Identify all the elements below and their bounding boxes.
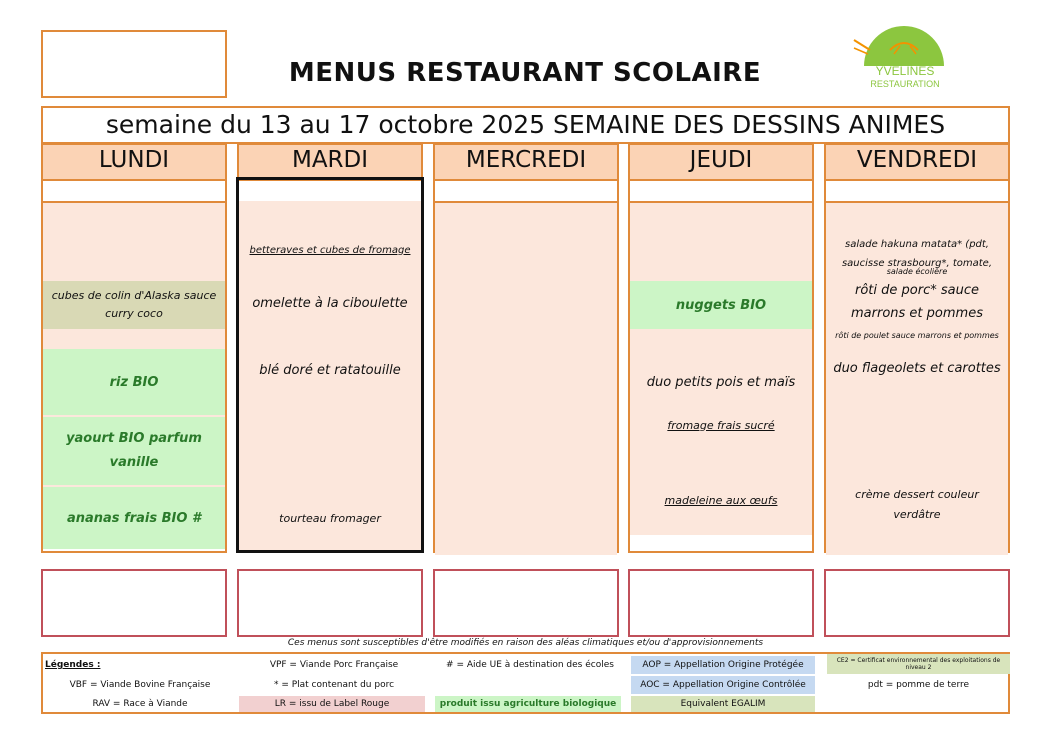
column-lundi	[41, 143, 227, 553]
column-vendredi	[824, 143, 1010, 553]
day-header-lundi: LUNDI	[41, 143, 227, 181]
starter-vendredi: salade hakuna matata* (pdt, saucisse strasbourg*, tomate,	[841, 239, 993, 269]
legend-hash: # = Aide UE à destination des écoles	[446, 660, 614, 670]
main-dish-vendredi: rôti de porc* sauce marrons et pommes	[851, 283, 983, 321]
spacer	[43, 181, 225, 203]
starter-cell-jeudi	[630, 203, 812, 281]
dessert-vendredi: crème dessert couleur verdâtre	[855, 488, 979, 521]
legend-vpf: VPF = Viande Porc Française	[269, 660, 399, 670]
main-dish-mardi: omelette à la ciboulette	[239, 279, 421, 327]
day-header-mercredi: MERCREDI	[433, 143, 619, 181]
legend-aoc: AOC = Appellation Origine Contrôlée	[631, 676, 815, 694]
spacer	[826, 181, 1008, 203]
dessert-jeudi: madeleine aux œufs	[630, 465, 812, 535]
side-dish-mardi: blé doré et ratatouille	[239, 327, 421, 413]
legend	[41, 652, 1010, 714]
starter-mardi: betteraves et cubes de fromage	[239, 221, 421, 279]
bottom-box-vendredi	[824, 569, 1010, 637]
main-dish-lundi: cubes de colin d'Alaska sauce curry coco	[43, 281, 225, 329]
bottom-box-mercredi	[433, 569, 619, 637]
spacer	[43, 329, 225, 349]
side-dish-lundi: riz BIO	[43, 349, 225, 415]
dessert-mardi: tourteau fromager	[239, 483, 421, 553]
main-dish-jeudi: nuggets BIO	[630, 281, 812, 329]
logo-text-2: RESTAURATION	[870, 79, 940, 89]
legend-lr: LR = issu de Label Rouge	[239, 696, 425, 712]
dessert-lundi: ananas frais BIO #	[43, 485, 225, 549]
side-dish-jeudi: duo petits pois et maïs	[630, 329, 812, 435]
legend-egalim: Equivalent EGALIM	[631, 696, 815, 712]
logo-text-1: YVELINES	[875, 64, 935, 78]
legend-pdt: pdt = pomme de terre	[867, 680, 970, 690]
day-header-mardi: MARDI	[237, 143, 423, 181]
bottom-box-jeudi	[628, 569, 814, 637]
legend-title: Légendes :	[45, 660, 101, 670]
vendredi-menu-body	[826, 203, 1008, 555]
legend-bio: produit issu agriculture biologique	[435, 696, 621, 712]
top-left-empty-box	[41, 30, 227, 98]
empty-day-mercredi	[435, 203, 617, 555]
disclaimer-notice: Ces menus sont susceptibles d'être modifiés en raison des aléas climatiques et/ou d'approvisionnements	[287, 638, 764, 648]
legend-aop: AOP = Appellation Origine Protégée	[631, 656, 815, 674]
day-header-vendredi: VENDREDI	[824, 143, 1010, 181]
bottom-box-mardi	[237, 569, 423, 637]
yvelines-restauration-logo	[850, 26, 960, 96]
dairy-jeudi: fromage frais sucré	[630, 415, 812, 435]
mardi-highlight-frame	[236, 177, 424, 553]
legend-vbf: VBF = Viande Bovine Française	[69, 680, 211, 690]
legend-ce2: CE2 = Certificat environnemental des exploitations de niveau 2	[827, 654, 1010, 674]
side-dish-vendredi: duo flageolets et carottes	[833, 361, 1001, 376]
bottom-box-lundi	[41, 569, 227, 637]
starter-cell-lundi	[43, 203, 225, 281]
week-banner: semaine du 13 au 17 octobre 2025 SEMAINE DES DESSINS ANIMES	[41, 106, 1010, 144]
legend-porc: * = Plat contenant du porc	[273, 680, 395, 690]
dairy-lundi: yaourt BIO parfum vanille	[43, 415, 225, 485]
spacer	[630, 181, 812, 203]
starter-alt-vendredi: salade écolière	[886, 267, 948, 276]
day-header-jeudi: JEUDI	[628, 143, 814, 181]
column-jeudi	[628, 143, 814, 553]
legend-rav: RAV = Race à Viande	[92, 699, 188, 709]
main-alt-vendredi: rôti de poulet sauce marrons et pommes	[835, 331, 999, 340]
spacer	[435, 181, 617, 203]
column-mercredi	[433, 143, 619, 553]
page-title: MENUS RESTAURANT SCOLAIRE	[288, 58, 762, 88]
